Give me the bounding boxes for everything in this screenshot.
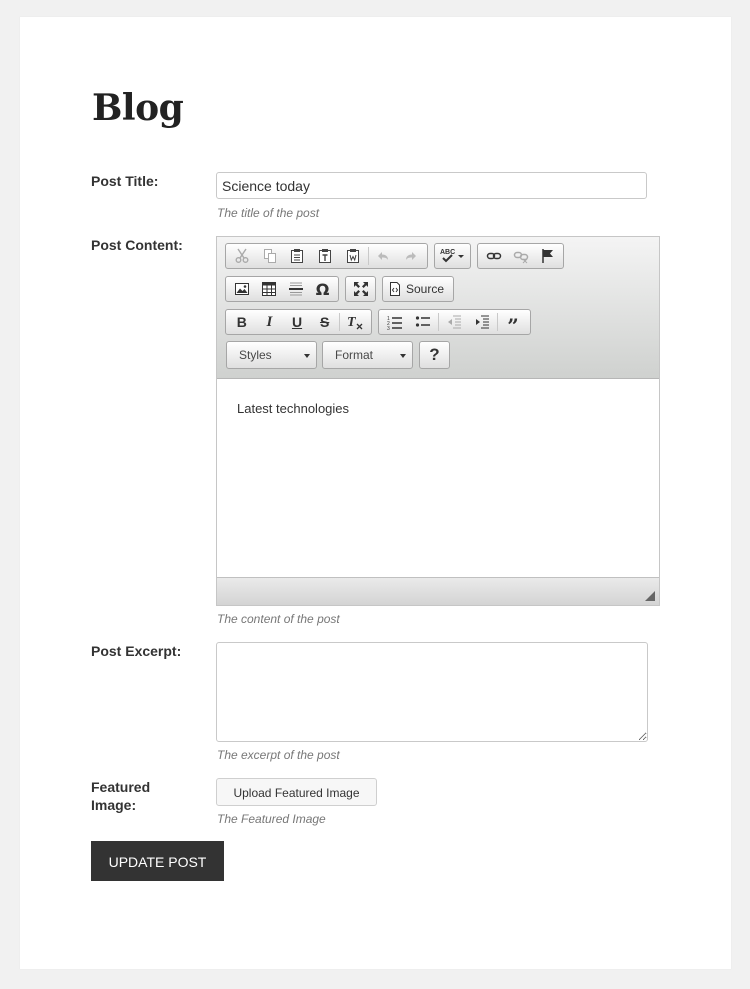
redo-icon[interactable]	[397, 244, 425, 268]
links-group	[477, 243, 564, 269]
basic-styles-group	[225, 309, 372, 335]
outdent-icon[interactable]	[440, 310, 468, 334]
featured-image-label	[91, 778, 150, 814]
featured-image-help: The Featured Image	[217, 812, 326, 826]
special-char-icon[interactable]: Ω	[315, 279, 330, 299]
upload-featured-image-button[interactable]: Upload Featured Image	[216, 778, 377, 806]
svg-text:T: T	[347, 315, 356, 330]
indent-icon[interactable]	[468, 310, 496, 334]
featured-image-label-line2: Image:	[91, 797, 137, 813]
page-panel	[20, 17, 731, 969]
insert-group	[225, 276, 339, 302]
spellcheck-icon[interactable]	[437, 244, 468, 268]
format-dropdown-label: Format	[335, 348, 374, 362]
update-post-button[interactable]: UPDATE POST	[91, 841, 224, 881]
editor-content-area[interactable]	[217, 379, 659, 577]
source-group[interactable]	[382, 276, 454, 302]
post-excerpt-textarea[interactable]	[216, 642, 648, 742]
svg-text:1: 1	[387, 316, 390, 322]
clipboard-group	[225, 243, 428, 269]
editor-bottom-bar	[217, 577, 659, 605]
paste-icon[interactable]	[283, 244, 311, 268]
image-icon[interactable]	[228, 277, 255, 301]
styles-dropdown-label: Styles	[239, 348, 272, 362]
anchor-icon[interactable]	[534, 244, 561, 268]
toolbar-separator	[438, 313, 439, 331]
resize-handle-icon[interactable]	[645, 591, 655, 601]
bulleted-list-icon[interactable]	[409, 310, 437, 334]
post-content-label: Post Content:	[91, 237, 183, 253]
source-icon	[389, 282, 401, 296]
svg-text:3: 3	[387, 326, 390, 330]
rich-text-editor	[216, 236, 660, 606]
svg-text:ABC: ABC	[439, 249, 455, 256]
link-icon[interactable]	[480, 244, 507, 268]
toolbar-separator	[497, 313, 498, 331]
unlink-icon[interactable]	[507, 244, 534, 268]
post-title-help: The title of the post	[217, 206, 320, 220]
maximize-icon[interactable]	[348, 277, 373, 301]
editor-content-text: Latest technologies	[237, 401, 350, 416]
chevron-down-icon	[304, 354, 310, 358]
post-title-input[interactable]	[216, 172, 647, 199]
underline-icon[interactable]: U	[291, 314, 303, 330]
help-icon: ?	[429, 345, 440, 364]
strike-icon[interactable]: S	[319, 314, 330, 330]
paragraph-group	[378, 309, 531, 338]
blockquote-icon[interactable]: ”	[507, 314, 519, 338]
copy-icon[interactable]	[256, 244, 284, 268]
maximize-group	[345, 276, 376, 302]
help-button[interactable]	[419, 341, 450, 369]
table-icon[interactable]	[255, 277, 282, 301]
styles-dropdown[interactable]	[226, 341, 317, 369]
paste-text-icon[interactable]	[311, 244, 339, 268]
italic-icon[interactable]: I	[266, 313, 273, 330]
source-button-label: Source	[406, 282, 445, 296]
editor-toolbar	[217, 237, 659, 379]
remove-format-icon[interactable]	[341, 310, 369, 334]
chevron-down-icon	[400, 354, 406, 358]
numbered-list-icon[interactable]	[381, 310, 409, 334]
post-excerpt-label: Post Excerpt:	[91, 643, 182, 659]
undo-icon[interactable]	[370, 244, 398, 268]
horizontal-rule-icon[interactable]	[282, 277, 309, 301]
post-excerpt-help: The excerpt of the post	[217, 748, 340, 762]
spellcheck-group	[434, 243, 471, 269]
page-title: Blog	[92, 87, 184, 129]
toolbar-separator	[368, 247, 369, 265]
featured-image-label-line1: Featured	[91, 779, 151, 795]
toolbar-separator	[339, 313, 340, 331]
post-content-help: The content of the post	[217, 612, 340, 626]
svg-text:2: 2	[387, 321, 390, 327]
cut-icon[interactable]	[228, 244, 256, 268]
paste-word-icon[interactable]	[339, 244, 367, 268]
post-title-label: Post Title:	[91, 173, 159, 189]
format-dropdown[interactable]	[322, 341, 413, 369]
bold-icon[interactable]: B	[236, 314, 247, 330]
